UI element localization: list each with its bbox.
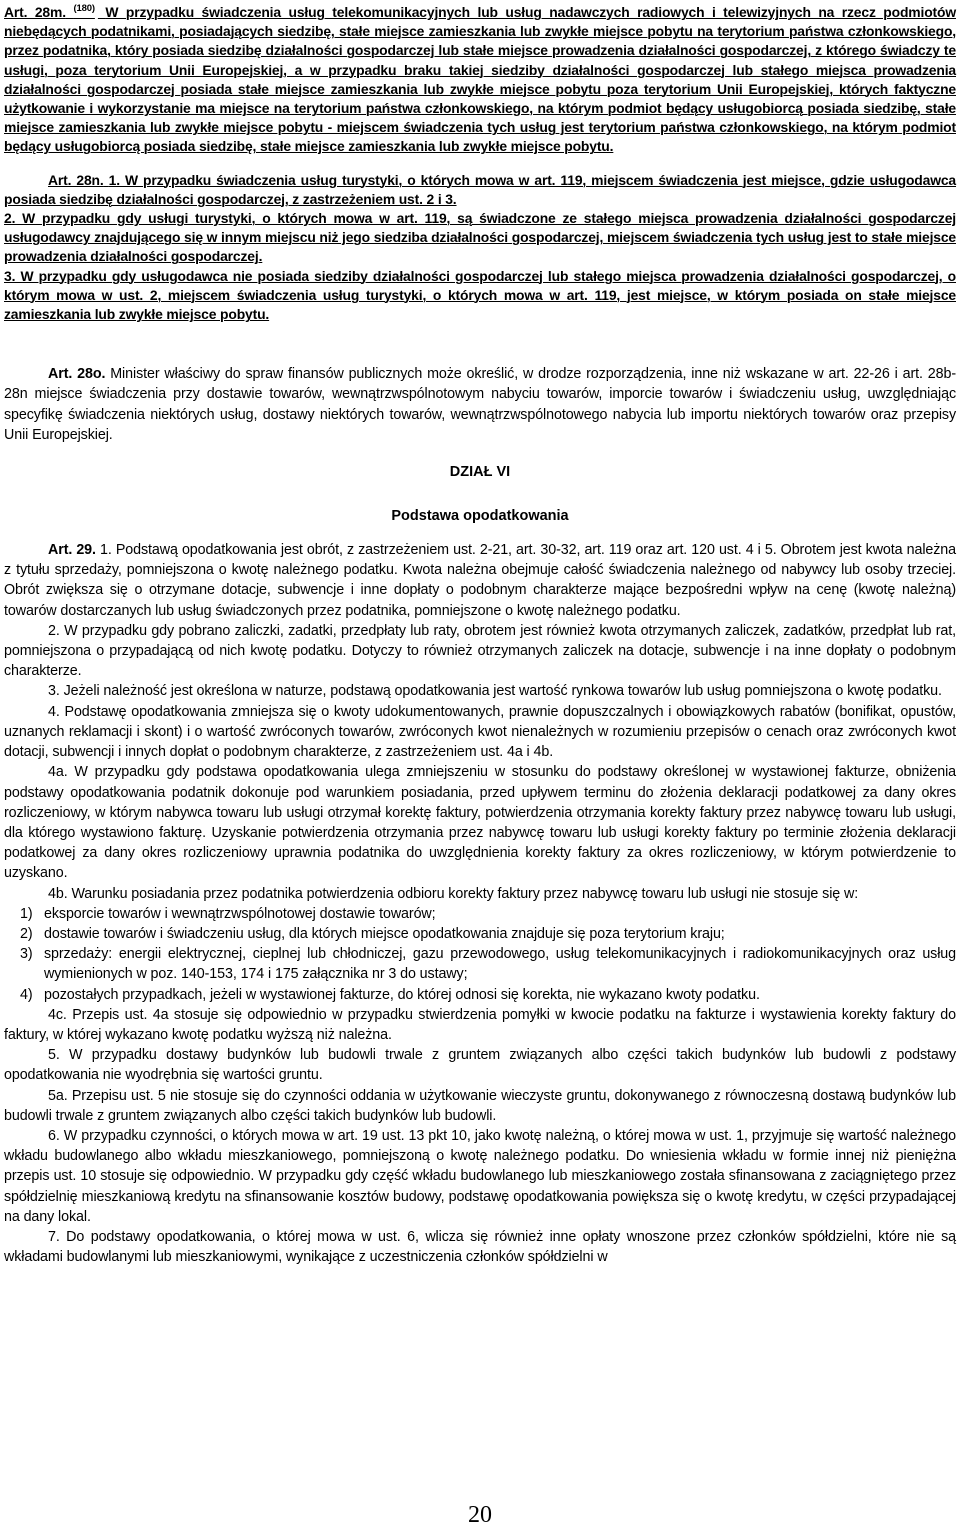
art-28m-text: W przypadku świadczenia usług telekomunikacyjnych lub usług nadawczych radiowych i telewizyjnych na rzecz podmiotów niebędących podatnikami, posiadających siedzibę, stałe miejsce zamieszkania lub zwykłe miejsce pobytu na terytorium państwa członkowskiego, przez podatnika, który posiada siedzibę działalności gospodarczej lub stałe miejsce prowadzenia działalności gospodarczej, z którego świadczy te usługi, poza terytorium Unii Europejskiej, a w przypadku braku takiej siedziby działalności gospodarczej lub stałego miejsca prowadzenia działalności gospodarczej posiada stałe miejsce zamieszkania lub zwykłe miejsce pobytu poza terytorium Unii Europejskiej, których faktyczne użytkowanie i wykorzystanie ma miejsce na terytorium państwa członkowskiego, na którym podmiot będący usługobiorcą posiada siedzibę, stałe miejsce zamieszkania lub zwykłe miejsce pobytu - miejscem świadczenia tych usług jest terytorium państwa członkowskiego, na którym podmiot będący usługobiorcą posiada siedzibę, stałe miejsce zamieszkania lub zwykłe miejsce pobytu.	[4, 4, 956, 155]
list-item	[4, 924, 956, 944]
list-item-number: 1)	[20, 905, 33, 922]
art-28o-text: Minister właściwy do spraw finansów publicznych może określić, w drodze rozporządzenia, inne niż wskazane w art. 22-26 i art. 28b-28n miejsce świadczenia przy dostawie towarów, wewnątrzwspólnotowym nabyciu towarów, imporcie towarów i świadczeniu usług, uwzględniając specyfikę świadczenia niektórych usług, dostawy niektórych towarów, wewnątrzwspólnotowego nabycia lub importu niektórych towarów oraz przepisy Unii Europejskiej.	[4, 366, 956, 443]
art-28n-label: Art. 28n.	[48, 171, 104, 188]
list-item-text: dostawie towarów i świadczeniu usług, dla których miejsce opodatkowania znajduje się poza terytorium kraju;	[44, 925, 725, 942]
art-28n-paragraph-3: 3. W przypadku gdy usługodawca nie posiada siedziby działalności gospodarczej lub stałego miejsca prowadzenia działalności gospodarczej, o którym mowa w ust. 2, miejscem świadczenia usług turystyki, o których mowa w art. 119, jest miejsce, w którym posiada on stałe miejsce zamieszkania lub zwykłe miejsce pobytu.	[4, 267, 956, 323]
section-title-heading: Podstawa opodatkowania	[391, 508, 569, 525]
list-item-text: eksporcie towarów i wewnątrzwspólnotowej dostawie towarów;	[44, 905, 436, 922]
list-item	[4, 904, 956, 924]
list-item-number: 3)	[20, 946, 33, 963]
art-28m-paragraph	[4, 3, 956, 157]
document-page	[4, 3, 956, 1267]
list-item-text: sprzedaży: energii elektrycznej, cieplnej lub chłodniczej, gazu przewodowego, usług telekomunikacyjnych i radiokomunikacyjnych oraz usług wymienionych w poz. 140-153, 174 i 175 załącznika nr 3 do ustawy;	[44, 946, 956, 983]
art-29-paragraph-5: 5. W przypadku dostawy budynków lub budowli trwale z gruntem związanych albo części takich budynków lub budowli z podstawy opodatkowania nie wyodrębnia się wartości gruntu.	[4, 1047, 956, 1084]
footnote-marker: (180)	[73, 3, 95, 14]
section-dzial-heading: DZIAŁ VI	[449, 464, 511, 481]
list-item-number: 2)	[20, 925, 33, 942]
art-29-paragraph-2: 2. W przypadku gdy pobrano zaliczki, zadatki, przedpłaty lub raty, obrotem jest również kwota otrzymanych zaliczek, zadatków, przedpłat lub rat, pomniejszona o przypadającą od nich kwotę podatku. Dotyczy to również otrzymanych zaliczek na dotacje, subwencje i na inne dopłaty o podobnym charakterze.	[4, 622, 956, 680]
art-29-ust-1: 1. Podstawą opodatkowania jest obrót, z zastrzeżeniem ust. 2-21, art. 30-32, art. 119 oraz art. 120 ust. 4 i 5. Obrotem jest kwota należna z tytułu sprzedaży, pomniejszona o kwotę należnego podatku. Kwota należna obejmuje całość świadczenia należnego od nabywcy lub osoby trzeciej. Obrót zwiększa się o otrzymane dotacje, subwencje i inne dopłaty o podobnym charakterze mające bezpośredni wpływ na cenę (kwotę należną) towarów dostarczanych lub usług świadczonych przez podatnika, pomniejszone o kwotę należnego podatku.	[4, 542, 956, 619]
list-item	[4, 944, 956, 984]
art-29-paragraph-3: 3. Jeżeli należność jest określona w naturze, podstawą opodatkowania jest wartość rynkowa towarów lub usług pomniejszona o kwotę podatku.	[48, 683, 942, 700]
page-number: 20	[468, 1502, 492, 1528]
art-29-paragraph-6: 6. W przypadku czynności, o których mowa w art. 19 ust. 13 pkt 10, jako kwotę należną, o której mowa w ust. 1, przyjmuje się wartość należnego wkładu budowlanego albo wkładu mieszkaniowego, pomniejszoną o kwotę należnego podatku. Do wniesienia wkładu w formie innej niż pieniężna przepis ust. 10 stosuje się odpowiednio. W przypadku gdy część wkładu budowlanego lub mieszkaniowego została sfinansowana z zaciągniętego przez spółdzielnię mieszkaniową kredytu na sfinansowanie kosztów budowy, podstawę opodatkowania powiększa się o kwotę kredytu, w części przypadającej na dany lokal.	[4, 1127, 956, 1225]
art-28n-paragraph-2: 2. W przypadku gdy usługi turystyki, o których mowa w art. 119, są świadczone ze stałego miejsca prowadzenia działalności gospodarczej usługodawcy znajdującego się w innym miejscu niż jego siedziba działalności gospodarczej, miejscem świadczenia tych usług jest to stałe miejsce prowadzenia działalności gospodarczej.	[4, 210, 956, 265]
list-item-number: 4)	[20, 986, 33, 1003]
art-28o-label: Art. 28o.	[48, 366, 106, 383]
art-28o-paragraph	[4, 364, 956, 445]
art-29-paragraph-5a: 5a. Przepisu ust. 5 nie stosuje się do czynności oddania w użytkowanie wieczyste gruntu, dokonywanego z równoczesną dostawą budynków lub budowli trwale z gruntem związanych albo części takich budynków lub budowli.	[4, 1087, 956, 1124]
art-29-4b-list	[4, 904, 956, 1005]
art-29-paragraph-4a: 4a. W przypadku gdy podstawa opodatkowania ulega zmniejszeniu w stosunku do podstawy określonej w wystawionej fakturze, obniżenia podstawy opodatkowania podatnik dokonuje pod warunkiem posiadania, przed upływem terminu do złożenia deklaracji podatkowej za dany okres rozliczeniowy, w którym nabywca towaru lub usługi otrzymał korektę faktury, potwierdzenia otrzymania korekty faktury przez nabywcę towaru lub usługi, dla którego wystawiono fakturę. Uzyskanie potwierdzenia otrzymania przez nabywcę towaru lub usługi korekty faktury po terminie złożenia deklaracji podatkowej za dany okres rozliczeniowy uprawnia podatnika do uwzględnienia korekty faktury za okres rozliczeniowy, w którym potwierdzenie to uzyskano.	[4, 764, 956, 882]
list-item	[4, 985, 956, 1005]
art-28m-label: Art. 28m.	[4, 4, 66, 20]
art-29-paragraph-1	[4, 540, 956, 621]
art-29-paragraph-4b: 4b. Warunku posiadania przez podatnika potwierdzenia odbioru korekty faktury przez nabywcę towaru lub usługi nie stosuje się w:	[48, 885, 859, 902]
list-item-text: pozostałych przypadkach, jeżeli w wystawionej fakturze, do której odnosi się korekta, nie wykazano kwoty podatku.	[44, 986, 760, 1003]
art-29-label: Art. 29.	[48, 542, 96, 559]
art-29-paragraph-4c: 4c. Przepis ust. 4a stosuje się odpowiednio w przypadku stwierdzenia pomyłki w kwocie podatku na fakturze i wystawienia korekty faktury do faktury, w której wykazano kwotę podatku wyższą niż należna.	[4, 1006, 956, 1043]
art-28n-paragraph-1	[4, 171, 956, 209]
art-29-paragraph-7: 7. Do podstawy opodatkowania, o której mowa w ust. 6, wlicza się również inne opłaty wnoszone przez członków spółdzielni, które nie są wkładami budowlanymi lub mieszkaniowymi, wynikające z uczestniczenia członków spółdzielni w	[4, 1228, 956, 1266]
art-29-paragraph-4: 4. Podstawę opodatkowania zmniejsza się o kwoty udokumentowanych, prawnie dopuszczalnych i obowiązkowych rabatów (bonifikat, opustów, uznanych reklamacji i skont) i o wartość zwróconych towarów, zwróconych kwot nienależnych w rozumieniu przepisów o cenach oraz zwróconych kwot dotacji, subwencji i innych dopłat o podobnym charakterze, z zastrzeżeniem ust. 4a i 4b.	[4, 703, 956, 761]
art-28n-ust-1: 1. W przypadku świadczenia usług turystyki, o których mowa w art. 119, miejscem świadczenia jest miejsce, gdzie usługodawca posiada siedzibę działalności gospodarczej, z zastrzeżeniem ust. 2 i 3.	[4, 171, 957, 207]
